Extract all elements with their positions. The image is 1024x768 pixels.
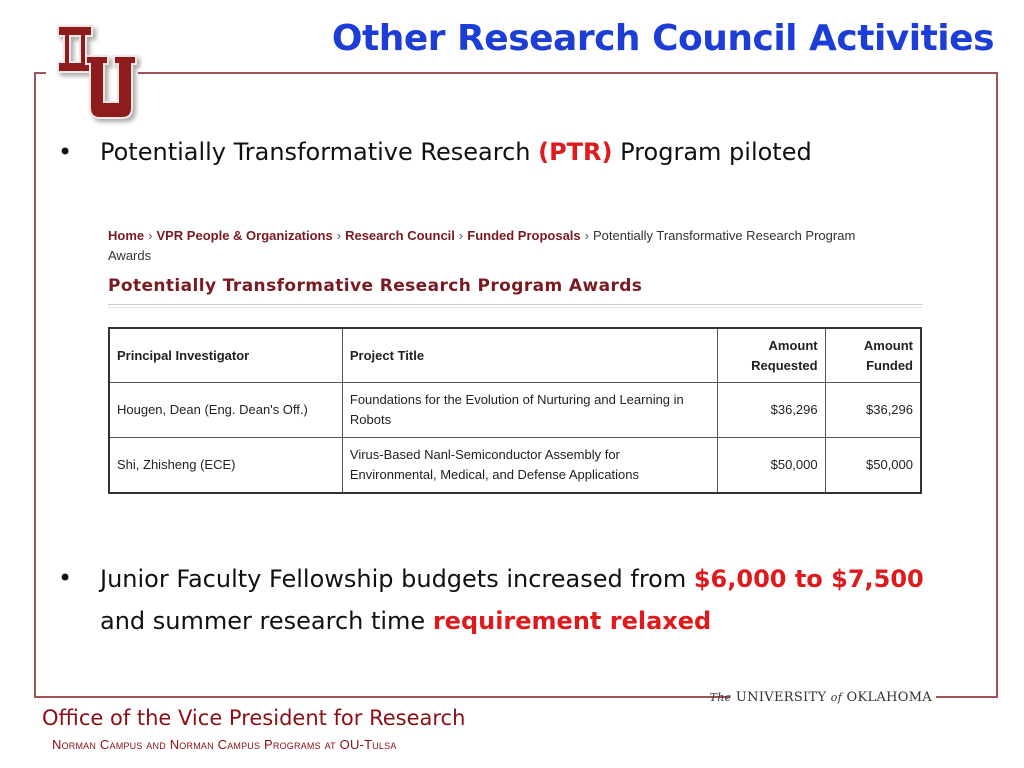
awards-table — [108, 327, 922, 494]
wordmark-of: of — [830, 691, 843, 704]
bullet-text-before: Junior Faculty Fellowship budgets increased from — [100, 565, 694, 593]
breadcrumb — [108, 226, 888, 266]
header-amount-funded: Amount Funded — [825, 328, 921, 383]
bullet-marker: • — [58, 564, 73, 592]
bullet-text-after: Program piloted — [612, 138, 812, 166]
breadcrumb-funded-proposals[interactable]: Funded Proposals — [467, 228, 581, 243]
bullet-ptr — [58, 132, 978, 172]
cell-amount-requested: $50,000 — [717, 438, 825, 494]
wordmark-state: OKLAHOMA — [846, 690, 932, 705]
wordmark-university: UNIVERSITY — [735, 690, 827, 705]
header-amount-requested: Amount Requested — [717, 328, 825, 383]
bullet-text-before: Potentially Transformative Research — [100, 138, 539, 166]
cell-investigator: Hougen, Dean (Eng. Dean's Off.) — [109, 383, 342, 438]
table-row — [109, 438, 921, 494]
breadcrumb-current: Potentially Transformative Research Program Awards — [108, 228, 856, 263]
cell-amount-funded: $36,296 — [825, 383, 921, 438]
bullet-text-middle: and summer research time — [100, 607, 433, 635]
bullet-text — [100, 132, 812, 172]
breadcrumb-vpr-people[interactable]: VPR People & Organizations — [156, 228, 333, 243]
bullet-marker: • — [58, 138, 73, 166]
budget-highlight: $6,000 to $7,500 — [693, 565, 924, 593]
header-principal-investigator: Principal Investigator — [109, 328, 342, 383]
cell-project-title: Virus-Based Nanl-Semiconductor Assembly for Environmental, Medical, and Defense Applications — [342, 438, 717, 494]
table-header-row — [109, 328, 921, 383]
ptr-highlight: (PTR) — [538, 138, 613, 166]
cell-investigator: Shi, Zhisheng (ECE) — [109, 438, 342, 494]
university-wordmark — [710, 690, 932, 705]
breadcrumb-research-council[interactable]: Research Council — [345, 228, 455, 243]
table-row — [109, 383, 921, 438]
office-name: Office of the Vice President for Research — [42, 706, 466, 730]
embedded-webpage-screenshot — [108, 226, 924, 494]
requirement-highlight: requirement relaxed — [432, 607, 712, 635]
bullet-junior-faculty — [58, 558, 978, 644]
campus-line: Norman Campus and Norman Campus Programs at OU-Tulsa — [52, 737, 397, 752]
header-project-title: Project Title — [342, 328, 717, 383]
breadcrumb-separator: › — [336, 228, 342, 243]
ou-logo-icon — [50, 16, 142, 128]
cell-amount-funded: $50,000 — [825, 438, 921, 494]
awards-title: Potentially Transformative Research Program Awards — [108, 276, 643, 296]
breadcrumb-separator: › — [148, 228, 153, 243]
cell-amount-requested: $36,296 — [717, 383, 825, 438]
title-divider — [108, 304, 922, 308]
cell-project-title: Foundations for the Evolution of Nurturing and Learning in Robots — [342, 383, 717, 438]
breadcrumb-separator: › — [584, 228, 589, 243]
wordmark-prefix: The — [709, 691, 732, 704]
bullet-text — [100, 558, 960, 642]
breadcrumb-separator: › — [458, 228, 464, 243]
slide-title: Other Research Council Activities — [331, 18, 994, 59]
breadcrumb-home[interactable]: Home — [108, 228, 145, 243]
